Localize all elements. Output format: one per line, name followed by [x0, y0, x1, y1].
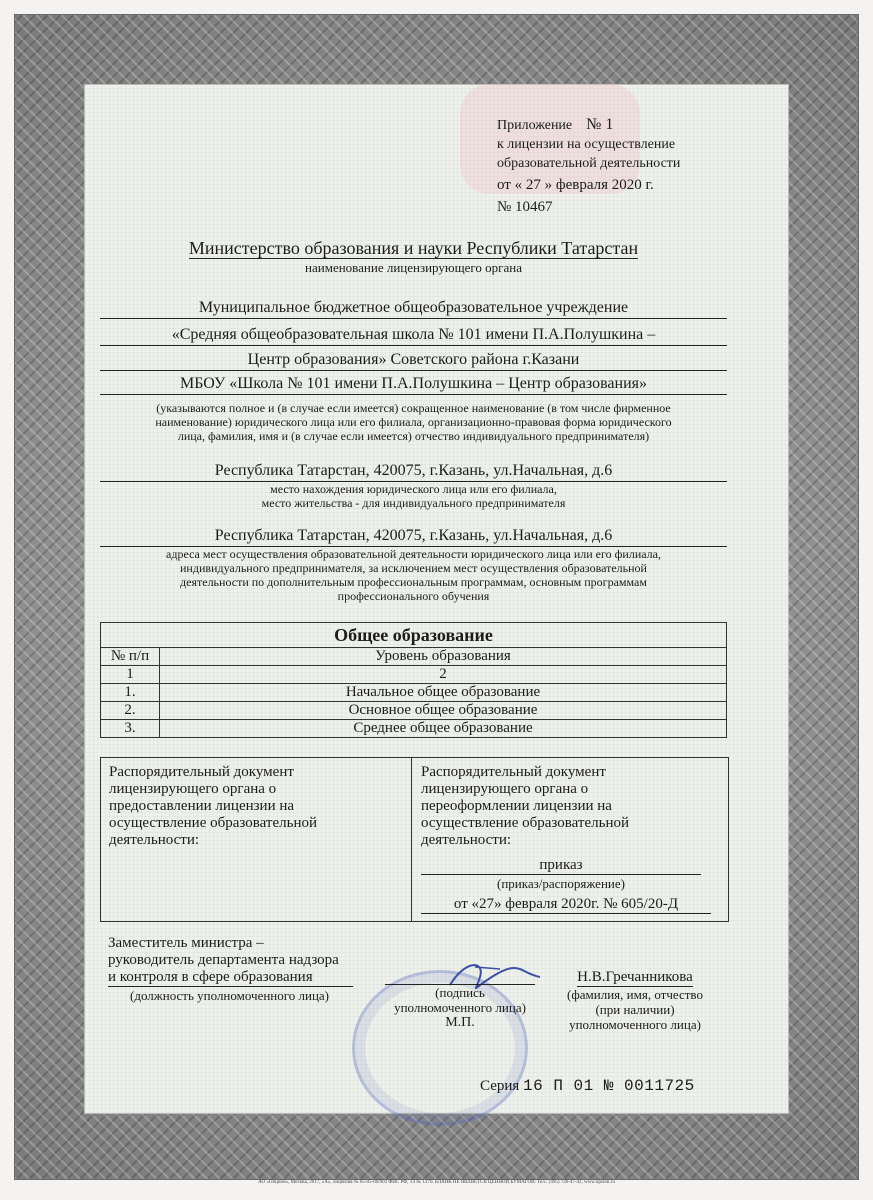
reissue-doc-line: Распорядительный документ	[421, 764, 606, 780]
signature-caption-line1: (подпись	[435, 985, 485, 1000]
reissue-doc-line: лицензирующего органа о	[421, 781, 589, 797]
authority-block	[100, 238, 727, 275]
location-caption-line1: место нахождения юридического лица или его филиала,	[270, 482, 557, 496]
order-type: приказ	[421, 857, 701, 875]
row-level: Начальное общее образование	[160, 684, 727, 702]
signature-field	[385, 972, 535, 1031]
index-cell-1: 1	[101, 666, 160, 684]
reissue-doc-line: деятельности:	[421, 832, 512, 848]
org-line1: Муниципальное бюджетное общеобразовательное учреждение	[100, 298, 727, 319]
signatory-name: Н.В.Гречанникова	[577, 969, 693, 985]
name-caption-line3: уполномоченного лица)	[569, 1017, 701, 1032]
col-header-level: Уровень образования	[160, 648, 727, 666]
grant-doc-line: деятельности:	[109, 832, 200, 848]
org-line3: Центр образования» Советского района г.Казани	[100, 350, 727, 371]
signatory-position	[108, 935, 353, 1004]
grant-doc-line: осуществление образовательной	[109, 815, 317, 831]
org-short-name: МБОУ «Школа № 101 имени П.А.Полушкина – Центр образования»	[100, 374, 727, 395]
signature-line	[385, 972, 535, 985]
seal-label: М.П.	[445, 1015, 475, 1030]
series-label: Серия	[480, 1078, 520, 1094]
license-number: № 10467	[497, 199, 553, 215]
location-caption	[100, 482, 727, 510]
org-caption-line3: лица, фамилия, имя и (в случае если имеется) отчество индивидуального предпринимателя)	[177, 429, 650, 443]
position-line1: Заместитель министра –	[108, 935, 264, 951]
org-caption	[100, 401, 727, 443]
series-number: 16 П 01 № 0011725	[523, 1077, 695, 1095]
table-title: Общее образование	[101, 623, 727, 648]
order-reference: от «27» февраля 2020г. № 605/20-Д	[421, 896, 711, 914]
appendix-label: Приложение	[497, 118, 573, 133]
row-num: 3.	[101, 720, 160, 738]
administrative-documents	[100, 757, 729, 922]
activity-caption-line1: адреса мест осуществления образовательной деятельности юридического лица или его филиала,	[166, 547, 661, 561]
column-divider	[411, 758, 412, 921]
org-caption-line1: (указываются полное и (в случае если имеется) сокращенное наименование (в том числе фирменное	[156, 401, 671, 415]
signature-caption-line2: уполномоченного лица)	[394, 1000, 526, 1015]
activity-caption-line4: профессионального обучения	[337, 589, 490, 603]
license-date: от « 27 » февраля 2020 г.	[497, 177, 654, 193]
org-line2: «Средняя общеобразовательная школа № 101 имени П.А.Полушкина –	[100, 325, 727, 346]
reissue-document-column	[421, 764, 721, 914]
activity-caption	[100, 547, 727, 603]
series-block	[480, 1077, 695, 1095]
appendix-number: № 1	[586, 116, 614, 133]
reissue-doc-line: осуществление образовательной	[421, 815, 629, 831]
table-row	[101, 720, 727, 738]
grant-doc-line: лицензирующего органа о	[109, 781, 277, 797]
grant-doc-line: предоставлении лицензии на	[109, 798, 295, 814]
education-levels-table	[100, 622, 727, 738]
position-line2: руководитель департамента надзора	[108, 952, 339, 968]
row-num: 1.	[101, 684, 160, 702]
row-num: 2.	[101, 702, 160, 720]
position-line3: и контроля в сфере образования	[108, 969, 353, 987]
activity-caption-line2: индивидуального предпринимателя, за исключением мест осуществления образовательной	[180, 561, 647, 575]
table-row	[101, 702, 727, 720]
grant-doc-line: Распорядительный документ	[109, 764, 294, 780]
activity-caption-line3: деятельности по дополнительным профессиональным программам, основным программам	[180, 575, 647, 589]
table-row	[101, 684, 727, 702]
authority-caption: наименование лицензирующего органа	[305, 260, 522, 275]
org-caption-line2: наименование) юридического лица или его филиала, организационно-правовая форма юридического	[155, 415, 672, 429]
appendix-line2: образовательной деятельности	[497, 156, 681, 171]
name-caption-line2: (при наличии)	[595, 1002, 675, 1017]
printer-imprint: АО «Опцион», Москва, 2017, «А», лицензия № 05-05-09/003 ФНС РФ, ТЗ № 1270. БЛАНК НЕ ЯВЛЯЕТСЯ ЦЕННОЙ БУМАГОЙ. Тел.: (495) 726-47-42, www.opcion.ru	[258, 1180, 615, 1185]
reissue-doc-line: переоформлении лицензии на	[421, 798, 612, 814]
authority-name: Министерство образования и науки Республики Татарстан	[188, 238, 639, 258]
row-level: Среднее общее образование	[160, 720, 727, 738]
index-cell-2: 2	[160, 666, 727, 684]
name-caption-line1: (фамилия, имя, отчество	[567, 987, 703, 1002]
location-address: Республика Татарстан, 420075, г.Казань, ул.Начальная, д.6	[100, 461, 727, 482]
activity-address: Республика Татарстан, 420075, г.Казань, ул.Начальная, д.6	[100, 526, 727, 547]
col-header-num: № п/п	[101, 648, 160, 666]
location-caption-line2: место жительства - для индивидуального предпринимателя	[261, 496, 566, 510]
order-caption: (приказ/распоряжение)	[497, 876, 625, 891]
appendix-header	[497, 115, 717, 217]
position-caption: (должность уполномоченного лица)	[130, 988, 330, 1003]
appendix-line1: к лицензии на осуществление	[497, 137, 676, 152]
signatory-name-block	[545, 968, 725, 1032]
grant-document-column	[109, 764, 404, 849]
row-level: Основное общее образование	[160, 702, 727, 720]
